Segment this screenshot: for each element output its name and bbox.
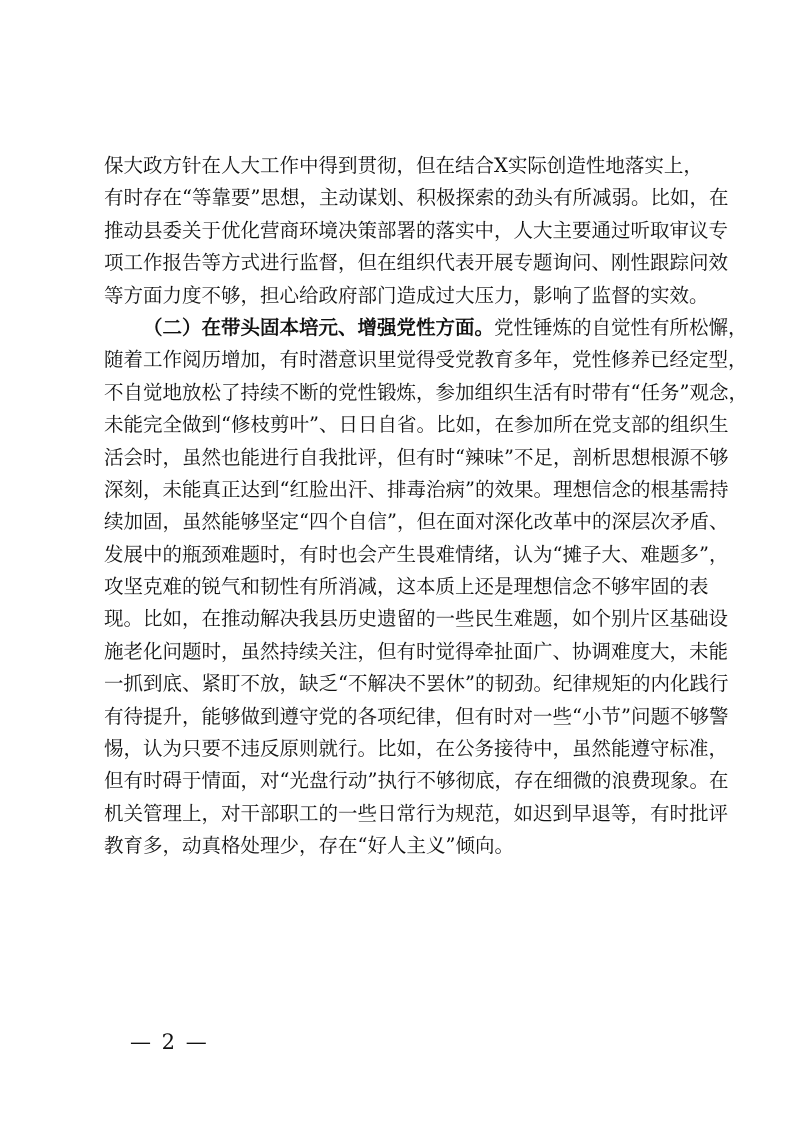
section-heading: （二）在带头固本培元、增强党性方面。 xyxy=(143,315,495,339)
text-fragment: 党性锤炼的自觉性有所松懈， xyxy=(494,315,748,339)
text-line: 发展中的瓶颈难题时，有时也会产生畏难情绪，认为“摊子大、难题多”， xyxy=(104,542,729,566)
document-body xyxy=(104,150,748,863)
text-line: 未能完全做到“修枝剪叶”、日日自省。比如，在参加所在党支部的组织生 xyxy=(104,413,729,437)
text-line: 教育多，动真格处理少，存在“好人主义”倾向。 xyxy=(104,834,514,858)
text-line: 攻坚克难的锐气和韧性有所消减，这本质上还是理想信念不够牢固的表 xyxy=(104,575,709,599)
section-heading-line xyxy=(104,312,748,344)
text-line: 施老化问题时，虽然持续关注，但有时觉得牵扯面广、协调难度大，未能 xyxy=(104,639,729,663)
text-line: 活会时，虽然也能进行自我批评，但有时“辣味”不足，剖析思想根源不够 xyxy=(104,445,729,469)
text-line: 续加固，虽然能够坚定“四个自信”，但在面对深化改革中的深层次矛盾、 xyxy=(104,510,729,534)
text-line: 有时存在“等靠要”思想，主动谋划、积极探索的劲头有所减弱。比如，在 xyxy=(104,186,729,210)
text-line: 项工作报告等方式进行监督，但在组织代表开展专题询问、刚性跟踪问效 xyxy=(104,251,729,275)
text-line: 惕，认为只要不违反原则就行。比如，在公务接待中，虽然能遵守标准， xyxy=(104,737,729,761)
text-line: 一抓到底、紧盯不放，缺乏“不解决不罢休”的韧劲。纪律规矩的内化践行 xyxy=(104,672,729,696)
text-line: 有待提升，能够做到遵守党的各项纪律，但有时对一些“小节”问题不够警 xyxy=(104,704,729,728)
text-line: 推动县委关于优化营商环境决策部署的落实中，人大主要通过听取审议专 xyxy=(104,218,729,242)
text-line: 深刻，未能真正达到“红脸出汗、排毒治病”的效果。理想信念的根基需持 xyxy=(104,477,729,501)
text-line: 但有时碍于情面，对“光盘行动”执行不够彻底，存在细微的浪费现象。在 xyxy=(104,769,729,793)
text-line: 不自觉地放松了持续不断的党性锻炼，参加组织生活有时带有“任务”观念， xyxy=(104,380,748,404)
text-line: 保大政方针在人大工作中得到贯彻，但在结合X实际创造性地落实上， xyxy=(104,154,703,177)
text-line: 随着工作阅历增加，有时潜意识里觉得受党教育多年，党性修养已经定型， xyxy=(104,348,748,372)
text-line: 现。比如，在推动解决我县历史遗留的一些民生难题，如个别片区基础设 xyxy=(104,607,729,631)
page-number: — 2 — xyxy=(130,1030,209,1054)
text-line: 等方面力度不够，担心给政府部门造成过大压力，影响了监督的实效。 xyxy=(104,283,709,307)
text-line: 机关管理上，对干部职工的一些日常行为规范，如迟到早退等，有时批评 xyxy=(104,801,729,825)
